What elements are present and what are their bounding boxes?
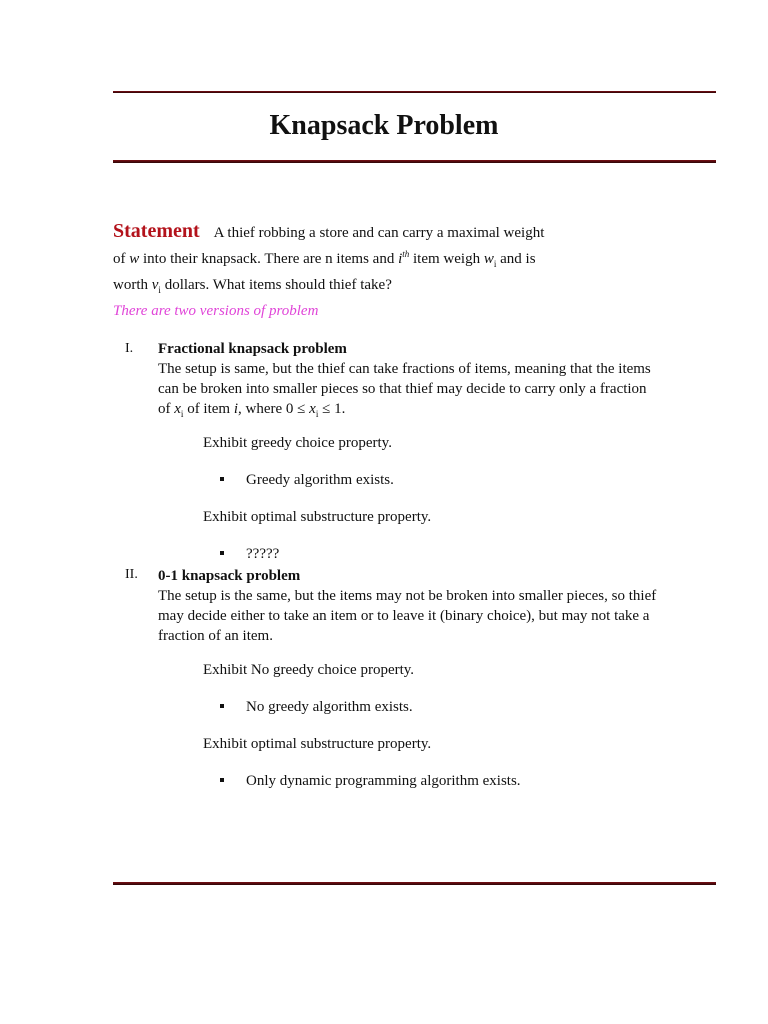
statement-text: item weigh [409,251,484,267]
section1-text: , where 0 ≤ [238,401,310,417]
section2-numeral: II. [125,567,138,582]
bullet-text: Only dynamic programming algorithm exists. [246,773,521,789]
section1-greedy: Exhibit greedy choice property. [203,435,392,451]
sub-i: i [315,409,319,419]
var-i: i [233,401,239,417]
bullet-icon [220,704,224,708]
bottom-rule [113,882,716,885]
section1-body [158,339,658,424]
var-vi: v [151,277,159,293]
bullet-text: Greedy algorithm exists. [246,472,394,488]
bullet-text: ????? [246,546,280,562]
section1-optimal: Exhibit optimal substructure property. [203,509,432,525]
statement-line1: A thief robbing a store and can carry a maximal weight [213,225,545,241]
section1-optimal-bullet [220,546,279,563]
section1-numeral: I. [125,341,134,356]
statement-text: dollars. What items should thief take? [160,277,392,293]
statement-paragraph [113,221,633,301]
bullet-icon [220,778,224,782]
statement-text: of [113,251,130,267]
top-rule [113,91,716,93]
title-rule [113,160,716,163]
section2-greedy-bullet [220,699,413,716]
statement-text: into their knapsack. There are n items and [139,251,399,267]
sub-i: i [158,285,161,295]
statement-heading: Statement [113,220,200,242]
section1-greedy-bullet [220,472,394,489]
section2-text: The setup is the same, but the items may not be broken into smaller pieces, so thief may decide either to take an item or to leave it (binary choice), but may not take a fraction of an item. [158,588,657,644]
section1-text: The setup is same, but the thief can take fractions of items, meaning that the items can be broken into smaller pieces so that thief may decide to carry only a fraction of [158,361,651,417]
section2-body [158,566,658,646]
section2-heading: 0-1 knapsack problem [158,568,301,584]
section2-greedy: Exhibit No greedy choice property. [203,662,415,678]
var-xi: x [309,401,316,417]
var-xi: x [174,401,181,417]
statement-text: and is [496,251,536,267]
var-w: w [129,251,140,267]
section1-text: of item [183,401,234,417]
page-title: Knapsack Problem [269,110,499,141]
var-i: i [398,251,403,267]
sup-th: th [402,249,410,259]
section2-optimal-bullet [220,773,521,790]
var-wi: w [483,251,494,267]
statement-text: worth [113,277,152,293]
bullet-text: No greedy algorithm exists. [246,699,413,715]
section1-text: ≤ 1. [318,401,346,417]
bullet-icon [220,551,224,555]
sub-i: i [180,409,184,419]
section1-heading: Fractional knapsack problem [158,341,347,357]
bullet-icon [220,477,224,481]
sub-i: i [493,259,497,269]
versions-note: There are two versions of problem [113,303,319,319]
section2-optimal: Exhibit optimal substructure property. [203,736,432,752]
